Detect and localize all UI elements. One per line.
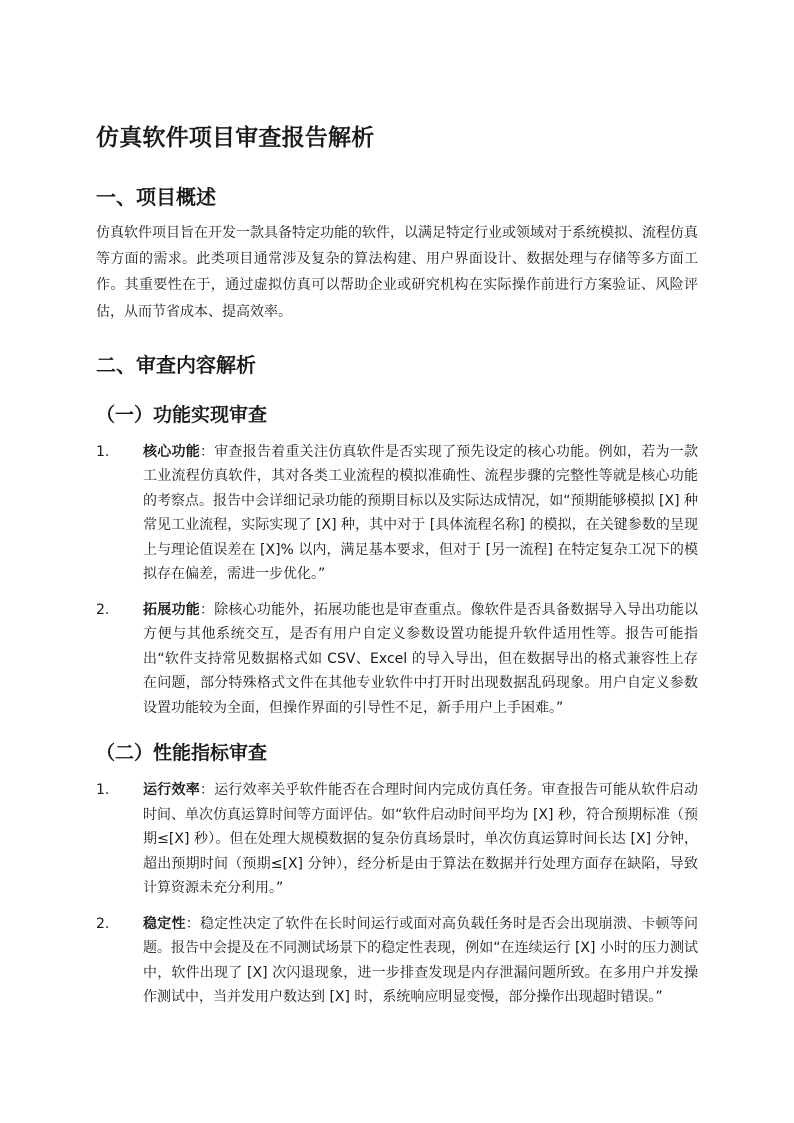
section-heading-overview: 一、项目概述	[96, 185, 216, 209]
list-number: 1.	[96, 782, 110, 799]
function-review-list	[96, 440, 698, 721]
list-number: 2.	[96, 915, 110, 932]
performance-review-list	[96, 778, 698, 1010]
list-text: ：运行效率关乎软件能否在合理时间内完成仿真任务。审查报告可能从软件启动时间、单次仿真运算时间等方面评估。如“软件启动时间平均为 [X] 秒，符合预期标准（预期≤[X] 秒）。但在处理大规模数据的复杂仿真场景时，单次仿真运算时间长达 [X] 分钟，超出预期时间（预期≤[X] 分钟），经分析是由于算法在数据并行处理方面存在缺陷，导致计算资源未充分利用。”	[143, 782, 699, 897]
list-text: ：除核心功能外，拓展功能也是审查重点。像软件是否具备数据导入导出功能以方便与其他系统交互，是否有用户自定义参数设置功能提升软件适用性等。报告可能指出“软件支持常见数据格式如 CSV、Excel 的导入导出，但在数据导出的格式兼容性上存在问题，部分特殊格式文件在其他专业软件中打开时出现数据乱码现象。用户自定义参数设置功能较为全面，但操作界面的引导性不足，新手用户上手困难。”	[143, 601, 699, 716]
section-heading-review: 二、审查内容解析	[96, 352, 256, 377]
overview-paragraph: 仿真软件项目旨在开发一款具备特定功能的软件，以满足特定行业或领域对于系统模拟、流程仿真等方面的需求。此类项目通常涉及复杂的算法构建、用户界面设计、数据处理与存储等多方面工作。其重要性在于，通过虚拟仿真可以帮助企业或研究机构在实际操作前进行方案验证、风险评估，从而节省成本、提高效率。	[96, 225, 698, 320]
list-number: 1.	[96, 443, 110, 460]
list-item	[96, 598, 698, 721]
list-item	[96, 778, 698, 901]
list-term: 核心功能	[143, 443, 200, 460]
document-title: 仿真软件项目审查报告解析	[96, 125, 375, 151]
subsection-heading-function: （一）功能实现审查	[96, 403, 268, 426]
list-item	[96, 440, 698, 587]
list-term: 拓展功能	[143, 601, 200, 618]
list-number: 2.	[96, 601, 110, 618]
list-term: 运行效率	[143, 782, 200, 799]
list-text: ：稳定性决定了软件在长时间运行或面对高负载任务时是否会出现崩溃、卡顿等问题。报告中会提及在不同测试场景下的稳定性表现，例如“在连续运行 [X] 小时的压力测试中，软件出现了 [X] 次闪退现象，进一步排查发现是内存泄漏问题所致。在多用户并发操作测试中，当并发用户数达到 [X] 时，系统响应明显变慢，部分操作出现超时错误。”	[143, 915, 699, 1006]
subsection-heading-performance: （二）性能指标审查	[96, 742, 268, 765]
list-item	[96, 912, 698, 1010]
list-term: 稳定性	[143, 915, 186, 932]
list-text: ：审查报告着重关注仿真软件是否实现了预先设定的核心功能。例如，若为一款工业流程仿真软件，其对各类工业流程的模拟准确性、流程步骤的完整性等就是核心功能的考察点。报告中会详细记录功能的预期目标以及实际达成情况，如“预期能够模拟 [X] 种常见工业流程，实际实现了 [X] 种，其中对于 [具体流程名称] 的模拟，在关键参数的呈现上与理论值误差在 [X]% 以内，满足基本要求，但对于 [另一流程] 在特定复杂工况下的模拟存在偏差，需进一步优化。”	[143, 443, 699, 583]
